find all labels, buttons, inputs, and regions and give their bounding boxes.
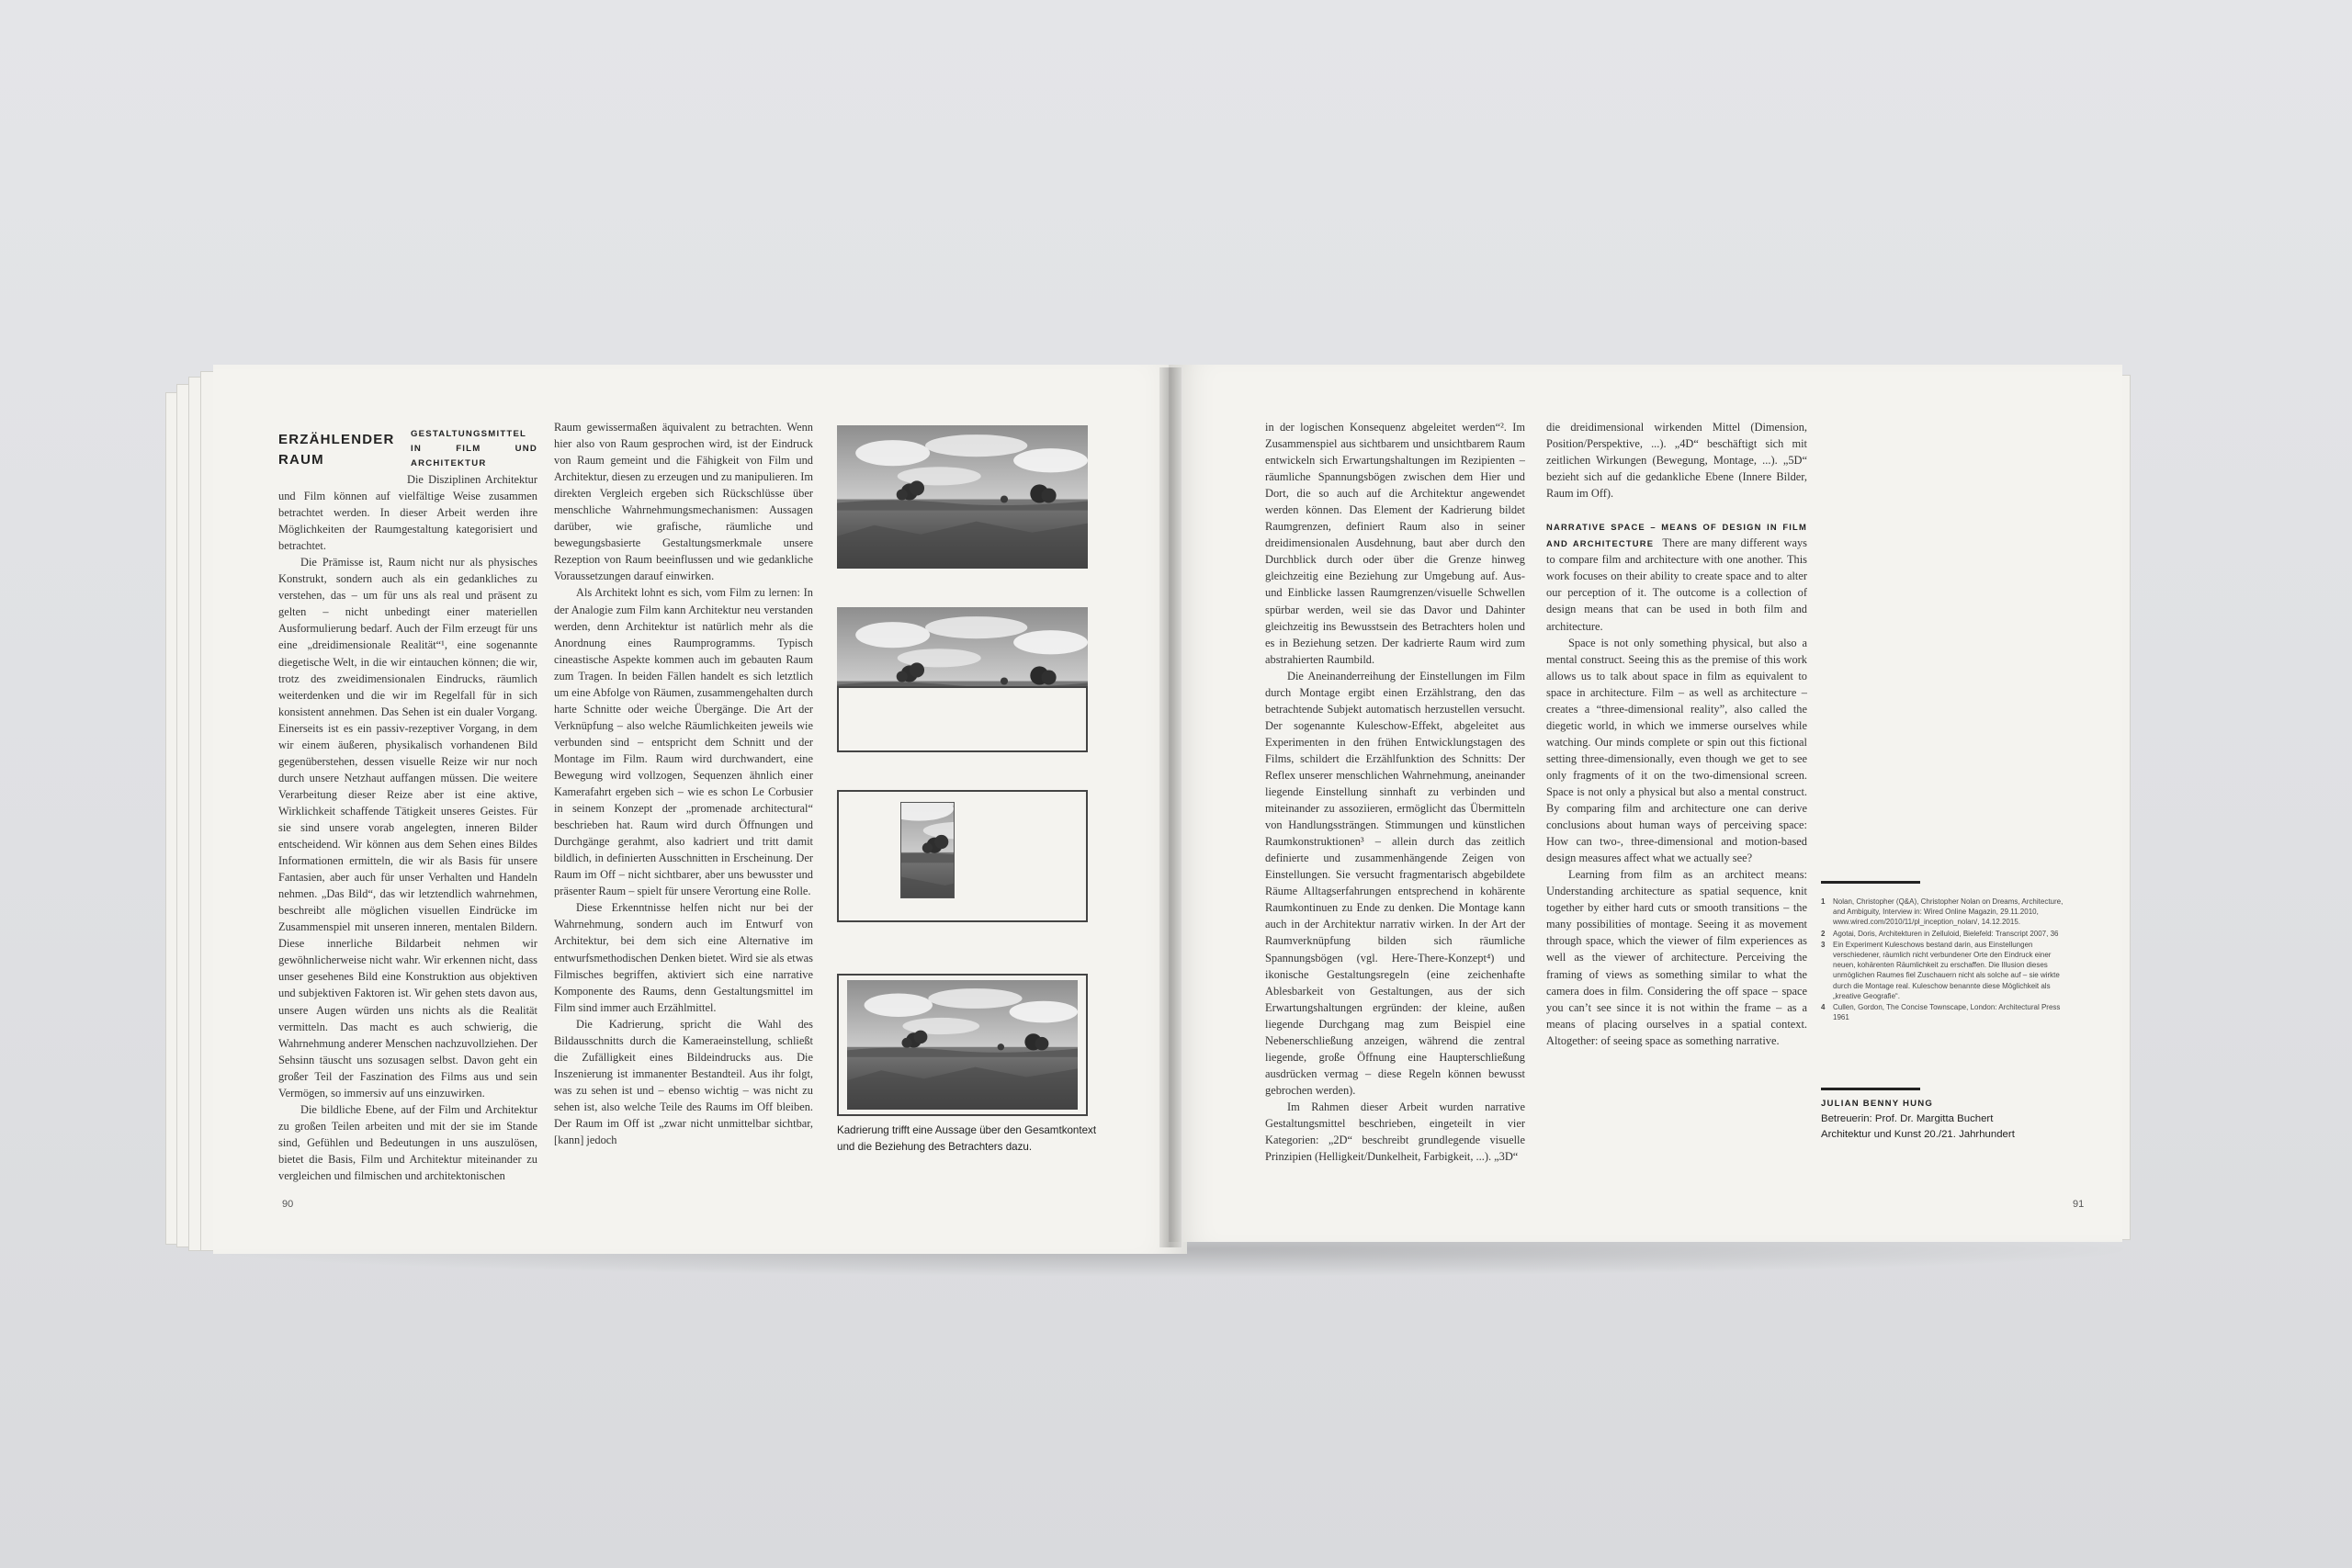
author-credits	[1821, 1096, 2097, 1143]
footnotes	[1821, 897, 2071, 1023]
paragraph: Raum gewissermaßen äquivalent zu betrachten. Wenn hier also von Raum gesprochen wird, ist der Eindruck von Raum gemeint und die Fähigkeit von Film und Architektur, diesen zu erzeugen und zu manipulieren. Im direkten Vergleich ergeben sich Rückschlüsse über menschliche Wahrnehmungsmechanismen: Aussagen darüber, wie grafische, räumliche und bewegungsbasierte Gestaltungsmerkmale unsere Rezeption von Raum beeinflussen und wie gedankliche Voraussetzungen darauf einwirken.	[554, 421, 813, 583]
footnote: 2 Agotai, Doris, Architekturen in Zelluloid, Bielefeld: Transcript 2007, 36	[1821, 929, 2059, 938]
left-column-2	[554, 419, 813, 1148]
footnote-rule	[1821, 881, 1920, 884]
paragraph: die dreidimensional wirkenden Mittel (Dimension, Position/Perspektive, ...). „4D“ beschäftigt sich mit zeitlichen Wirkungen (Bewegung, Montage, ...). „5D“ bezieht sich auf die gedankliche Ebene (Innere Bilder, Raum im Off).	[1546, 421, 1807, 501]
page-number-left: 90	[282, 1199, 294, 1210]
figure-frame-empty	[837, 686, 1088, 752]
footnote: 1 Nolan, Christopher (Q&A), Christopher Nolan on Dreams, Architecture, and Ambiguity, Interview in: Wired Online Magazin, 29.11.2010, www.wired.com/2010/11/pl_inception_nolan/, 14.12.2015.	[1821, 897, 2064, 927]
institute: Architektur und Kunst 20./21. Jahrhundert	[1821, 1129, 2015, 1140]
paragraph: Die Aneinanderreihung der Einstellungen im Film durch Montage ergibt einen Erzählstrang, den das betrachtende Subjekt automatisch herzustellen versucht. Der sogenannte Kuleschow-Effekt, abgeleitet aus Experimenten in den frühen Entwicklungstagen des Films, schildert die Erzählfunktion des Schnitts: Der Reflex unserer menschlichen Wahrnehmung, aneinander liegende Einstellung sinnhaft zu verbinden und miteinander zu assoziieren, ermöglicht das Übermitteln von Handlungssträngen. Stimmungen und künstlichen Raumkonstruktionen³ – allein durch das zeitlich definierte und zusammenhängende Zeigen von Einstellungen. Sie versucht fragmentarisch abgebildete Räume Alltagserfahrungen entsprechend in kohärente Raumkontinuen zu Ende zu denken. Die Montage kann auch in der Architektur narrativ wirken. In der Art der Raumverknüpfung bilden sich räumliche Spannungsbögen (vgl. Here-There-Konzept⁴) und ikonische Gestaltungsregeln (eine zeichenhafte Ablesbarkeit von Gestaltungen, aus der sich Erwartungshaltungen ergründen: der kleine, außen liegende Durchgang mag zum Beispiel eine Nebenerschließung anzeigen, während die zentral liegende, große Öffnung eine Haupterschließung ausdrücken vermag – diese Regeln können bewusst gebrochen werden).	[1265, 669, 1525, 1097]
paragraph: Die Kadrierung, spricht die Wahl des Bildausschnitts durch die Kameraeinstellung, schließt die Zufälligkeit eines Bildeindrucks aus. Die Inszenierung ist immanenter Bestandteil. Aus ihr folgt, was zu sehen ist und – ebenso wichtig – was nicht zu sehen ist, also welche Teile des Raums im Off bleiben. Der Raum im Off ist „zwar nicht unmittelbar sichtbar, [kann] jedoch	[554, 1017, 813, 1147]
article-heading: ERZÄHLENDER RAUM	[278, 432, 395, 468]
book-gutter	[1159, 367, 1182, 1247]
figure-frame-portrait	[837, 790, 1088, 922]
paragraph: Die bildliche Ebene, auf der Film und Architektur zu großen Teilen arbeiten und mit der sie im Stande sind, Gefühlen und Bedeutungen in uns auszulösen, bietet die Basis, Film und Architektur miteinander zu vergleichen und filmischen und architektonischen	[278, 1102, 537, 1182]
footnote: 4 Cullen, Gordon, The Concise Townscape, London: Architectural Press 1961	[1821, 1003, 2061, 1022]
right-column-2	[1546, 419, 1807, 1049]
paragraph: Die Prämisse ist, Raum nicht nur als physisches Konstrukt, sondern auch als ein gedankliches zu verstehen, das – um für uns als real und präsent zu gelten – nicht unbedingt einer materiellen Ausformulierung bedarf. Auch der Film erzeugt für uns eine „dreidimensionale Realität“¹, eine sogenannte diegetische Welt, in die wir eintauchen können; die wir, trotz des zweidimensionalen Eindrucks, räumlich weiterdenken und die wir im Regelfall für in sich konsistent annehmen. Das Sehen ist ein dualer Vorgang. Einerseits ist es ein passiv-rezeptiver Vorgang, in dem wir einem äußeren, physikalisch vorhandenen Bild gegenüberstehen, dessen visuelle Reize wir nur noch durch unsere Netzhaut auffangen müssen. Die weitere Verarbeitung dieser Reize aber ist eine aktive, Wirklichkeit schaffende Tätigkeit unseres Geistes. Für sie sind unsere vorab angelegten, inneren Bilder entscheidend. Wir können aus dem Sehen eines Bildes Informationen ermitteln, die wir als Basis für unsere Fantasien, aber auch für unser Verhalten und Handeln nehmen. „Das Bild“, das wir letztendlich wahrnehmen, beschreibt alle möglichen visuellen Eindrücke im Zusammenspiel mit unseren inneren, mentalen Bildern. Diese innerliche Bildarbeit nehmen wir gewöhnlicherweise nicht wahr. Wir erkennen nicht, dass unser gesehenes Bild eine Konstruktion aus objektiven und subjektiven Faktoren ist. Wir gehen stets davon aus, unsere Augen würden uns nichts als die Realität vermitteln. Das macht es auch schwierig, die Wahrnehmung anderer Menschen nachzuvollziehen. Der Sehsinn täuscht uns sozusagen selbst. Davon geht ein großer Teil der Faszination des Films aus und sein Vermögen, so immersiv auf uns einzuwirken.	[278, 556, 537, 1100]
left-column-1	[278, 427, 537, 1184]
heading-space	[278, 427, 407, 477]
paragraph: Die Disziplinen Architektur und Film können auf vielfältige Weise zusammen betrachtet werden. In dieser Arbeit werden ihre Möglichkeiten der Raumgestaltung kategorisiert und betrachtet.	[278, 473, 537, 553]
english-heading: NARRATIVE SPACE – MEANS OF DESIGN IN FILM AND ARCHITECTURE	[1546, 522, 1807, 549]
figure-landscape-full	[837, 425, 1088, 569]
figure-landscape-portrait	[900, 802, 955, 898]
advisor: Betreuerin: Prof. Dr. Margitta Buchert	[1821, 1113, 1994, 1124]
paragraph: Learning from film as an architect means: Understanding architecture as spatial sequence, knit together by either hard cuts or smooth transitions – the many possibilities of montage. Seeing it as movement through space, which the viewer of film experiences as well as the viewer of architecture. Perceiving the framing of views as something similar to what the camera does in film. Considering the off space – space you can’t see since it is not within the frame – as a means of placing ourselves in a spatial context. Altogether: of seeing space as something narrative.	[1546, 868, 1807, 1047]
page-number-right: 91	[2073, 1199, 2085, 1210]
footnote: 3 Ein Experiment Kuleschows bestand darin, aus Einstellungen verschiedener, räumlich nicht verbundener Orte den Eindruck einer neuen, kohärenten Räumlichkeit zu erschaffen. Die Illusion dieses unmöglichen Raumes fiel Zuschauern nicht als solche auf – sie wirkte durch die Montage real. Kuleschow benannte diese Möglichkeit als „kreative Geografie“.	[1821, 940, 2060, 1000]
paragraph: Im Rahmen dieser Arbeit wurden narrative Gestaltungsmittel beschrieben, eingeteilt in vier Kategorien: „2D“ beschreibt grundlegende visuelle Prinzipien (Helligkeit/Dunkelheit, Farbigkeit, ...). „3D“	[1265, 1100, 1525, 1164]
right-column-1	[1265, 419, 1525, 1165]
figure-caption: Kadrierung trifft eine Aussage über den Gesamtkontext und die Beziehung des Betrachters dazu.	[837, 1124, 1097, 1153]
paragraph: There are many different ways to compare film and architecture with one another. This work focuses on their ability to create space and to alter our perception of it. The outcome is a collection of design means that can be used in both film and architecture.	[1546, 536, 1807, 633]
paragraph: Als Architekt lohnt es sich, vom Film zu lernen: In der Analogie zum Film kann Architektur neu verstanden werden, denn Architektur ist natürlich mehr als die Anordnung eines Raumprogramms. Typisch cineastische Aspekte kommen auch im gebauten Raum zum Tragen. In beiden Fällen handelt es sich letztlich um eine Abfolge von Räumen, zusammengehalten durch harte Schnitte oder weiche Übergänge. Die Art der Verknüpfung – also welche Räumlichkeiten jeweils wie verbunden sind – entspricht dem Schnitt und der Montage im Film. Raum wird durchwandert, eine Bewegung wird vollzogen, Sequenzen ähnlich einer Kamerafahrt ergeben sich – wie es schon Le Corbusier in seinem Konzept der „promenade architectural“ beschrieben hat. Raum wird durch Öffnungen und Durchgänge gerahmt, also kadriert und tritt damit bildlich, in definierten Ausschnitten in Erscheinung. Der Raum im Off – nicht sichtbarer, aber uns bewusster und präsenter Raum – spielt für unsere Verortung eine Rolle.	[554, 586, 813, 898]
author-name: JULIAN BENNY HUNG	[1821, 1099, 1934, 1109]
paragraph: Diese Erkenntnisse helfen nicht nur bei der Wahrnehmung, sondern auch im Entwurf von Architektur, bei dem sich eine Alternative im entwurfsmethodischen Denken bietet. Wird sie als etwas Filmisches begriffen, aktiviert sich eine narrative Komponente des Raums, denn Gestaltungsmittel im Film sind immer auch Erzählmittel.	[554, 901, 813, 1014]
paragraph: Space is not only something physical, but also a mental construct. Seeing this as the premise of this work allows us to talk about space in film as equivalent to space in architecture. Film – as well as architecture – creates a “three-dimensional reality”, also called the diegetic world, in which we immerse ourselves while watching. Our minds complete or spin out this fictional setting three-dimensionally, even though we get to see only fragments of it on the two-dimensional screen. Space is not only a physical but also a mental construct. By comparing film and architecture one can derive conclusions about human ways of perceiving space: How can two-, three-dimensional and motion-based design measures affect what we actually see?	[1546, 636, 1807, 865]
author-rule	[1821, 1088, 1920, 1090]
article-subheading: GESTALTUNGSMITTEL IN FILM UND ARCHITEKTUR	[411, 429, 537, 468]
paragraph: in der logischen Konsequenz abgeleitet werden“². Im Zusammenspiel aus sichtbarem und unsichtbarem Raum entwickeln sich Erwartungshaltungen im Rezipienten – räumliche Spannungsbögen zwischen dem Hier und Dort, die so auch auf die Architektur angewendet werden können. Das Element der Kadrierung bildet Raumgrenzen, definiert Raum also in seiner dreidimensionalen Ausdehnung, baut aber durch den Durchblick durch oder über die Grenze hinweg gleichzeitig eine Beziehung zur Umgebung auf. Aus- und Einblicke lassen Raumgrenzen/visuelle Schwellen spürbar werden, weil sie das Davor und Dahinter gleichzeitig ins Bewusstsein des Betrachters holen und es in Beziehung setzen. Der kadrierte Raum wird zum abstrahierten Raumbild.	[1265, 421, 1525, 666]
figure-landscape-sky	[837, 607, 1088, 688]
figure-landscape-framed	[847, 980, 1078, 1110]
